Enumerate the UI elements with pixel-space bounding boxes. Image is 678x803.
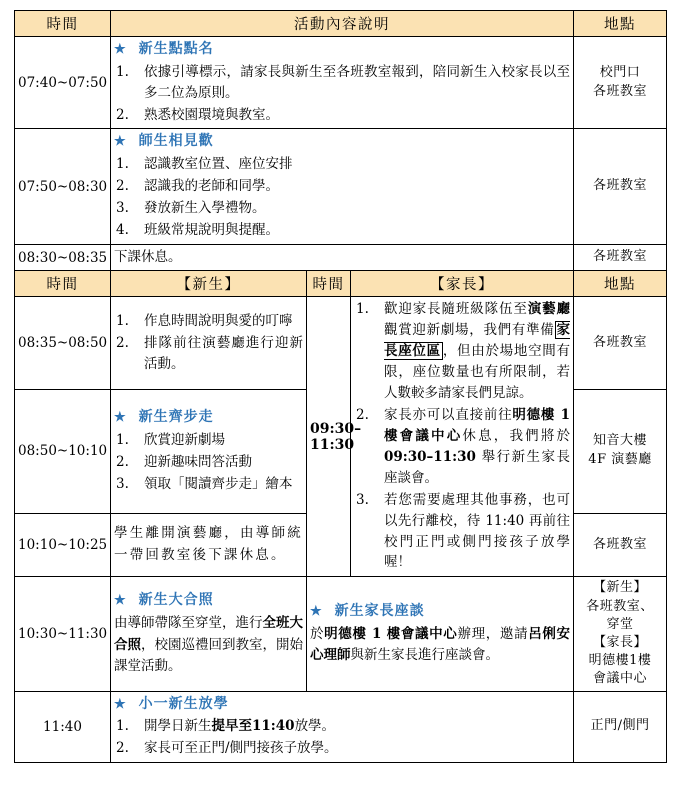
row-location: 【新生】 各班教室、 穿堂 【家長】 明德樓1樓 會議中心 [574,577,667,691]
row-time: 08:35~08:50 [15,297,111,389]
activity-heading [114,39,570,61]
star-icon: ★ [310,604,323,620]
highlight-box: 家長座位區 [384,322,571,360]
row-time: 10:30~11:30 [15,577,111,691]
activity-item-list [114,430,303,495]
row-time: 08:50~10:10 [15,389,111,513]
table-header-mid [15,271,667,297]
list-item: 依據引導標示，請家長與新生至各班教室報到，陪同新生入校家長以至多二位為原則。 [144,63,571,101]
activity-item-list [114,311,303,375]
row-location: 各班教室 [574,244,667,271]
list-item: 家長可至正門/側門接孩子放學。 [144,740,338,757]
header-time-parent: 時間 [307,271,351,297]
parent-activity [351,297,574,577]
parent-talk [307,577,574,691]
list-item: 歡迎家長隨班級隊伍至演藝廳觀賞迎新劇場，我們有準備 家長座位區 ，但由於場地空間有限，座位數量也有所限制，若人數較多請家長們見諒。 [384,301,571,402]
table-row [15,297,667,389]
activity-text: 於明德樓 1 樓會議中心辦理，邀請呂俐安心理師與新生家長進行座談會。 [310,625,571,664]
student-activity [111,389,307,513]
activity-item-list [114,62,570,126]
table-header-top [15,11,667,37]
activity-heading [114,407,303,429]
list-item: 熟悉校園環境與教室。 [144,106,279,123]
heading-text: 小一新生放學 [138,695,229,712]
row-time: 11:40 [15,691,111,763]
row-time: 07:40~07:50 [15,37,111,129]
activity-text: 學生離開演藝廳，由導師統一帶回教室後下課休息。 [114,525,303,563]
table-row [15,244,667,271]
heading-text: 師生相見歡 [138,133,214,150]
row-time: 10:10~10:25 [15,513,111,577]
row-location: 各班教室 [574,513,667,577]
activity-heading [114,590,303,612]
row-activity [111,691,574,763]
row-location: 知音大樓 4F 演藝廳 [574,389,667,513]
list-item: 認識我的老師和同學。 [144,178,279,195]
table-row [15,37,667,129]
heading-text: 新生家長座談 [334,603,425,620]
header-location: 地點 [574,11,667,37]
header-parent: 【家長】 [351,271,574,297]
activity-text: 由導師帶隊至穿堂，進行全班大合照，校園巡禮回到教室，開始課堂活動。 [114,614,303,675]
header-activity: 活動內容說明 [111,11,574,37]
parent-item-list [354,299,570,573]
heading-text: 新生大合照 [138,592,214,609]
star-icon: ★ [114,42,127,57]
list-item: 欣賞迎新劇場 [144,431,225,448]
student-activity [111,297,307,389]
row-location: 校門口 各班教室 [574,37,667,129]
activity-heading [310,601,570,623]
row-location: 正門/側門 [574,691,667,763]
star-icon: ★ [114,409,127,425]
list-item: 作息時間說明與愛的叮嚀 [144,312,293,329]
star-icon: ★ [114,593,127,609]
row-activity [111,244,574,271]
activity-text: 下課休息。 [114,248,182,265]
header-time: 時間 [15,11,111,37]
orientation-schedule-table [14,10,667,763]
list-item: 若您需要處理其他事務，也可以先行離校，待 11:40 再前往校門正門或側門接孩子放學喔！ [384,491,571,571]
star-icon: ★ [114,134,127,150]
list-item: 排隊前往演藝廳進行迎新活動。 [144,334,303,372]
heading-text: 新生齊步走 [138,408,214,425]
row-activity [111,129,574,244]
row-location: 各班教室 [574,297,667,389]
student-activity [111,513,307,577]
list-item: 班級常規說明與提醒。 [144,221,279,238]
table-row [15,577,667,691]
student-activity [111,577,307,691]
row-location: 各班教室 [574,129,667,244]
activity-heading [114,131,570,153]
star-icon: ★ [114,696,127,712]
activity-item-list [114,154,570,241]
heading-text: 新生點點名 [138,41,214,57]
list-item: 領取「閱讀齊步走」繪本 [144,475,293,492]
activity-item-list [114,716,570,759]
row-activity [111,37,574,129]
list-item: 家長亦可以直接前往明德樓 1 樓會議中心休息，我們將於 09:30–11:30 舉行新生家長座談會。 [384,407,571,486]
row-time: 08:30~08:35 [15,244,111,271]
list-item: 迎新趣味問答活動 [144,453,252,470]
header-time-student: 時間 [15,271,111,297]
header-location: 地點 [574,271,667,297]
header-student: 【新生】 [111,271,307,297]
list-item: 認識教室位置、座位安排 [144,156,293,173]
table-row [15,129,667,244]
row-time: 07:50~08:30 [15,129,111,244]
table-row [15,691,667,763]
list-item: 開學日新生提早至11:40放學。 [144,718,336,735]
activity-heading [114,694,570,716]
list-item: 發放新生入學禮物。 [144,199,266,216]
parent-time: 09:30– 11:30 [307,297,351,577]
